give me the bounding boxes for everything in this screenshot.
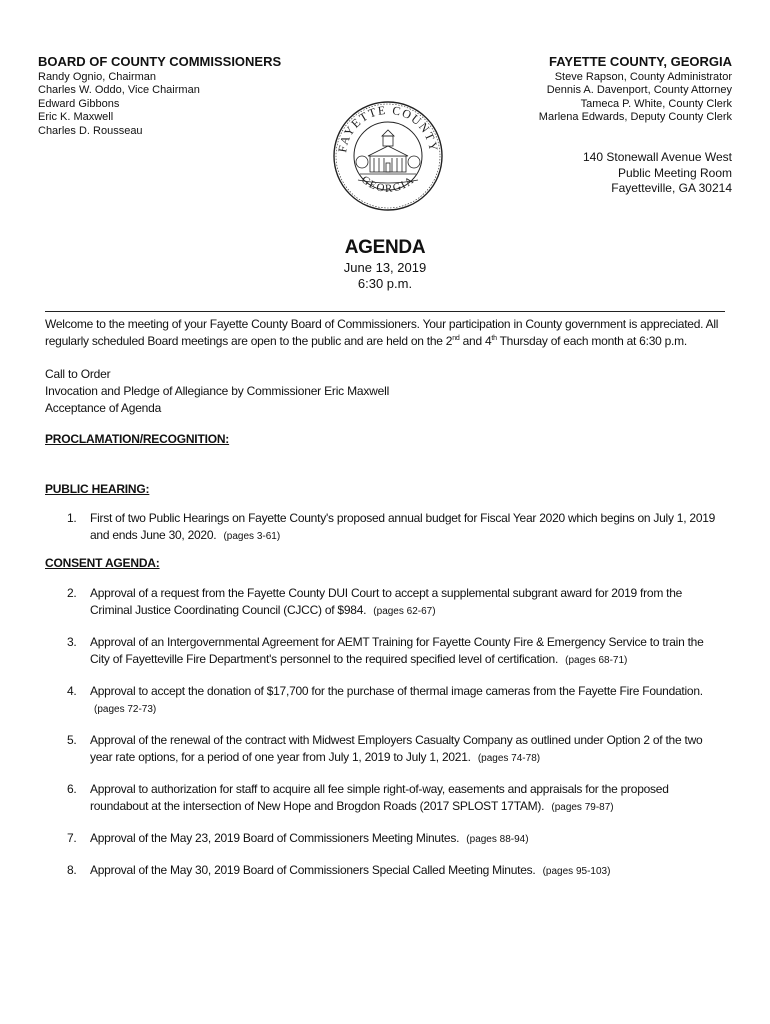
welcome-line-2a: regularly scheduled Board meetings are open to the public and are held on the 2 <box>45 334 453 348</box>
item-number: 2. <box>67 586 77 600</box>
item-text: Approval of a request from the Fayette County DUI Court to accept a supplemental subgrant award for 2019 from the Criminal Justice Coordinating Council (CJCC) of $984. <box>90 586 683 617</box>
item-text: Approval of the renewal of the contract with Midwest Employers Casualty Company as outlined under Option 2 of the two year rate options, for a period of one year from July 1, 2019 to July 1, 2021. <box>90 733 703 764</box>
item-number: 7. <box>67 831 77 845</box>
agenda-item <box>45 862 725 880</box>
item-pages: (pages 72-73) <box>94 704 157 715</box>
call-to-order: Call to Order <box>45 367 111 381</box>
agenda-title: AGENDA <box>344 237 426 258</box>
proclamation-heading: PROCLAMATION/RECOGNITION: <box>45 432 230 446</box>
item-pages: (pages 95-103) <box>542 866 611 877</box>
board-member: Charles D. Rousseau <box>38 124 143 137</box>
item-pages: (pages 3-61) <box>223 531 281 542</box>
invocation: Invocation and Pledge of Allegiance by Commissioner Eric Maxwell <box>45 384 390 398</box>
agenda-item <box>45 830 725 848</box>
consent-agenda-list <box>45 585 725 880</box>
staff-member: Dennis A. Davenport, County Attorney <box>546 84 732 97</box>
welcome-line-1: Welcome to the meeting of your Fayette County Board of Commissioners. Your participation in County government is appreciated. All <box>45 317 719 331</box>
seal-top-text: FAYETTE COUNTY <box>335 102 441 154</box>
county-title: FAYETTE COUNTY, GEORGIA <box>549 54 732 69</box>
ordinal-suffix: th <box>491 335 497 342</box>
item-text: Approval of the May 30, 2019 Board of Commissioners Special Called Meeting Minutes. <box>90 863 536 877</box>
public-hearing-list <box>45 510 725 545</box>
seal-bottom-text: GEORGIA <box>358 173 418 195</box>
address-street: 140 Stonewall Avenue West <box>583 150 732 164</box>
agenda-item <box>45 781 725 816</box>
agenda-item <box>45 683 725 718</box>
address-city: Fayetteville, GA 30214 <box>611 181 732 195</box>
agenda-item <box>45 585 725 620</box>
heading-divider <box>45 311 725 312</box>
item-text: Approval to authorization for staff to acquire all fee simple right-of-way, easements and appraisals for the proposed roundabout at the intersection of New Hope and Brogdon Roads (2017 SPLOST 17TAM). <box>90 782 669 813</box>
county-seal-icon <box>332 100 444 212</box>
item-number: 8. <box>67 863 77 877</box>
item-text: Approval to accept the donation of $17,700 for the purchase of thermal image cameras from the Fayette Fire Foundation. <box>90 684 703 698</box>
item-number: 1. <box>67 511 77 525</box>
board-header <box>38 54 338 138</box>
board-member: Eric K. Maxwell <box>38 111 114 124</box>
board-title: BOARD OF COUNTY COMMISSIONERS <box>38 54 282 69</box>
welcome-line-2c: Thursday of each month at 6:30 p.m. <box>496 334 687 348</box>
item-text: Approval of an Intergovernmental Agreement for AEMT Training for Fayette County Fire & Emergency Service to train the City of Fayetteville Fire Department's personnel to the required specified level of certification. <box>90 635 704 666</box>
county-header <box>402 54 732 125</box>
agenda-item <box>45 732 725 767</box>
meeting-address <box>512 150 732 197</box>
consent-agenda-heading: CONSENT AGENDA: <box>45 556 160 570</box>
acceptance-of-agenda: Acceptance of Agenda <box>45 401 162 415</box>
staff-member: Tameca P. White, County Clerk <box>580 97 732 110</box>
item-number: 4. <box>67 684 77 698</box>
staff-member: Steve Rapson, County Administrator <box>554 71 732 83</box>
opening-items <box>45 366 725 417</box>
address-room: Public Meeting Room <box>617 165 732 180</box>
item-text: First of two Public Hearings on Fayette County's proposed annual budget for Fiscal Year 2020 which begins on July 1, 2019 and ends June 30, 2020. <box>90 511 716 542</box>
item-pages: (pages 62-67) <box>373 606 436 617</box>
public-hearing-heading: PUBLIC HEARING: <box>45 482 150 496</box>
item-text: Approval of the May 23, 2019 Board of Commissioners Meeting Minutes. <box>90 831 460 845</box>
agenda-body <box>45 316 725 880</box>
agenda-date: June 13, 2019 <box>343 260 427 275</box>
svg-text:GEORGIA <box>359 174 417 195</box>
item-number: 5. <box>67 733 77 747</box>
agenda-item <box>45 634 725 669</box>
board-member: Randy Ognio, Chairman <box>38 71 157 83</box>
agenda-time: 6:30 p.m. <box>357 276 413 291</box>
welcome-line-2b: and 4 <box>459 334 492 348</box>
ordinal-suffix: nd <box>452 335 460 342</box>
board-member: Edward Gibbons <box>38 97 120 110</box>
item-pages: (pages 68-71) <box>565 655 628 666</box>
item-number: 6. <box>67 782 77 796</box>
welcome-paragraph <box>45 316 725 350</box>
item-number: 3. <box>67 635 77 649</box>
agenda-heading <box>0 236 770 292</box>
staff-member: Marlena Edwards, Deputy County Clerk <box>538 111 732 124</box>
board-member: Charles W. Oddo, Vice Chairman <box>38 84 200 97</box>
item-pages: (pages 88-94) <box>466 834 529 845</box>
item-pages: (pages 74-78) <box>477 753 541 764</box>
agenda-item <box>45 510 725 545</box>
item-pages: (pages 79-87) <box>551 802 614 813</box>
